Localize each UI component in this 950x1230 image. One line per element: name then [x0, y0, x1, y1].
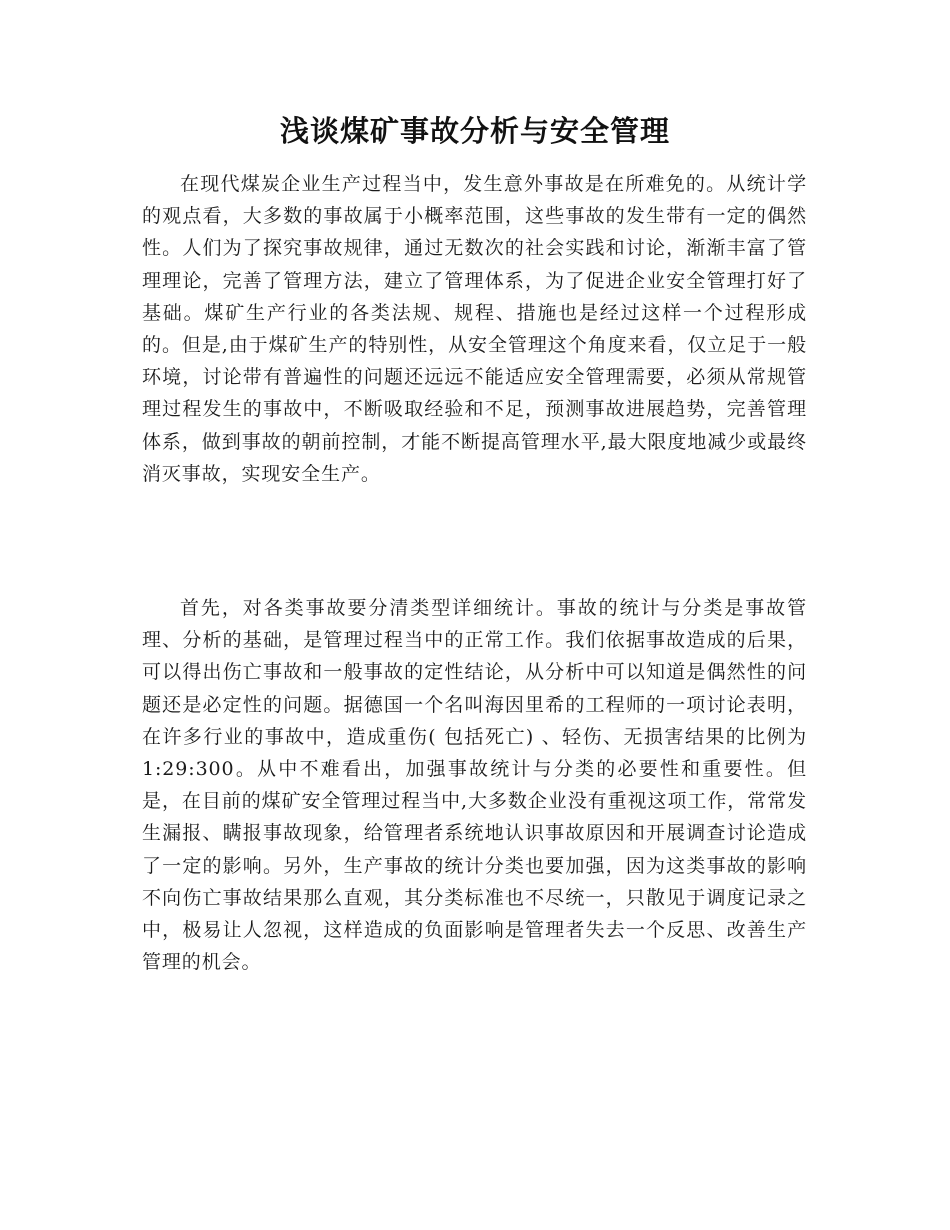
document-title: 浅谈煤矿事故分析与安全管理 — [279, 114, 670, 148]
paragraph-intro: 在现代煤炭企业生产过程当中，发生意外事故是在所难免的。从统计学的观点看，大多数的事故属于小概率范围，这些事故的发生带有一定的偶然性。人们为了探究事故规律，通过无数次的社会实践和讨论，渐渐丰富了管理理论，完善了管理方法，建立了管理体系，为了促进企业安全管理打好了基础。煤矿生产行业的各类法规、规程、措施也是经过这样一个过程形成的。但是,由于煤矿生产的特别性，从安全管理这个角度来看，仅立足于一般环境，讨论带有普遍性的问题还远远不能适应安全管理需要，必须从常规管理过程发生的事故中，不断吸取经验和不足，预测事故进展趋势，完善管理体系，做到事故的朝前控制，才能不断提高管理水平,最大限度地减少或最终消灭事故，实现安全生产。 — [142, 173, 807, 485]
paragraph-statistics: 首先，对各类事故要分清类型详细统计。事故的统计与分类是事故管理、分析的基础，是管理过程当中的正常工作。我们依据事故造成的后果，可以得出伤亡事故和一般事故的定性结论，从分析中可以知道是偶然性的问题还是必定性的问题。据德国一个名叫海因里希的工程师的一项讨论表明，在许多行业的事故中，造成重伤( 包括死亡) 、轻伤、无损害结果的比例为1:29:300。从中不难看出，加强事故统计与分类的必要性和重要性。但是，在目前的煤矿安全管理过程当中,大多数企业没有重视这项工作，常常发生漏报、瞒报事故现象，给管理者系统地认识事故原因和开展调查讨论造成了一定的影响。另外，生产事故的统计分类也要加强，因为这类事故的影响不向伤亡事故结果那么直观，其分类标准也不尽统一，只散见于调度记录之中，极易让人忽视，这样造成的负面影响是管理者失去一个反思、改善生产管理的机会。 — [142, 597, 807, 974]
